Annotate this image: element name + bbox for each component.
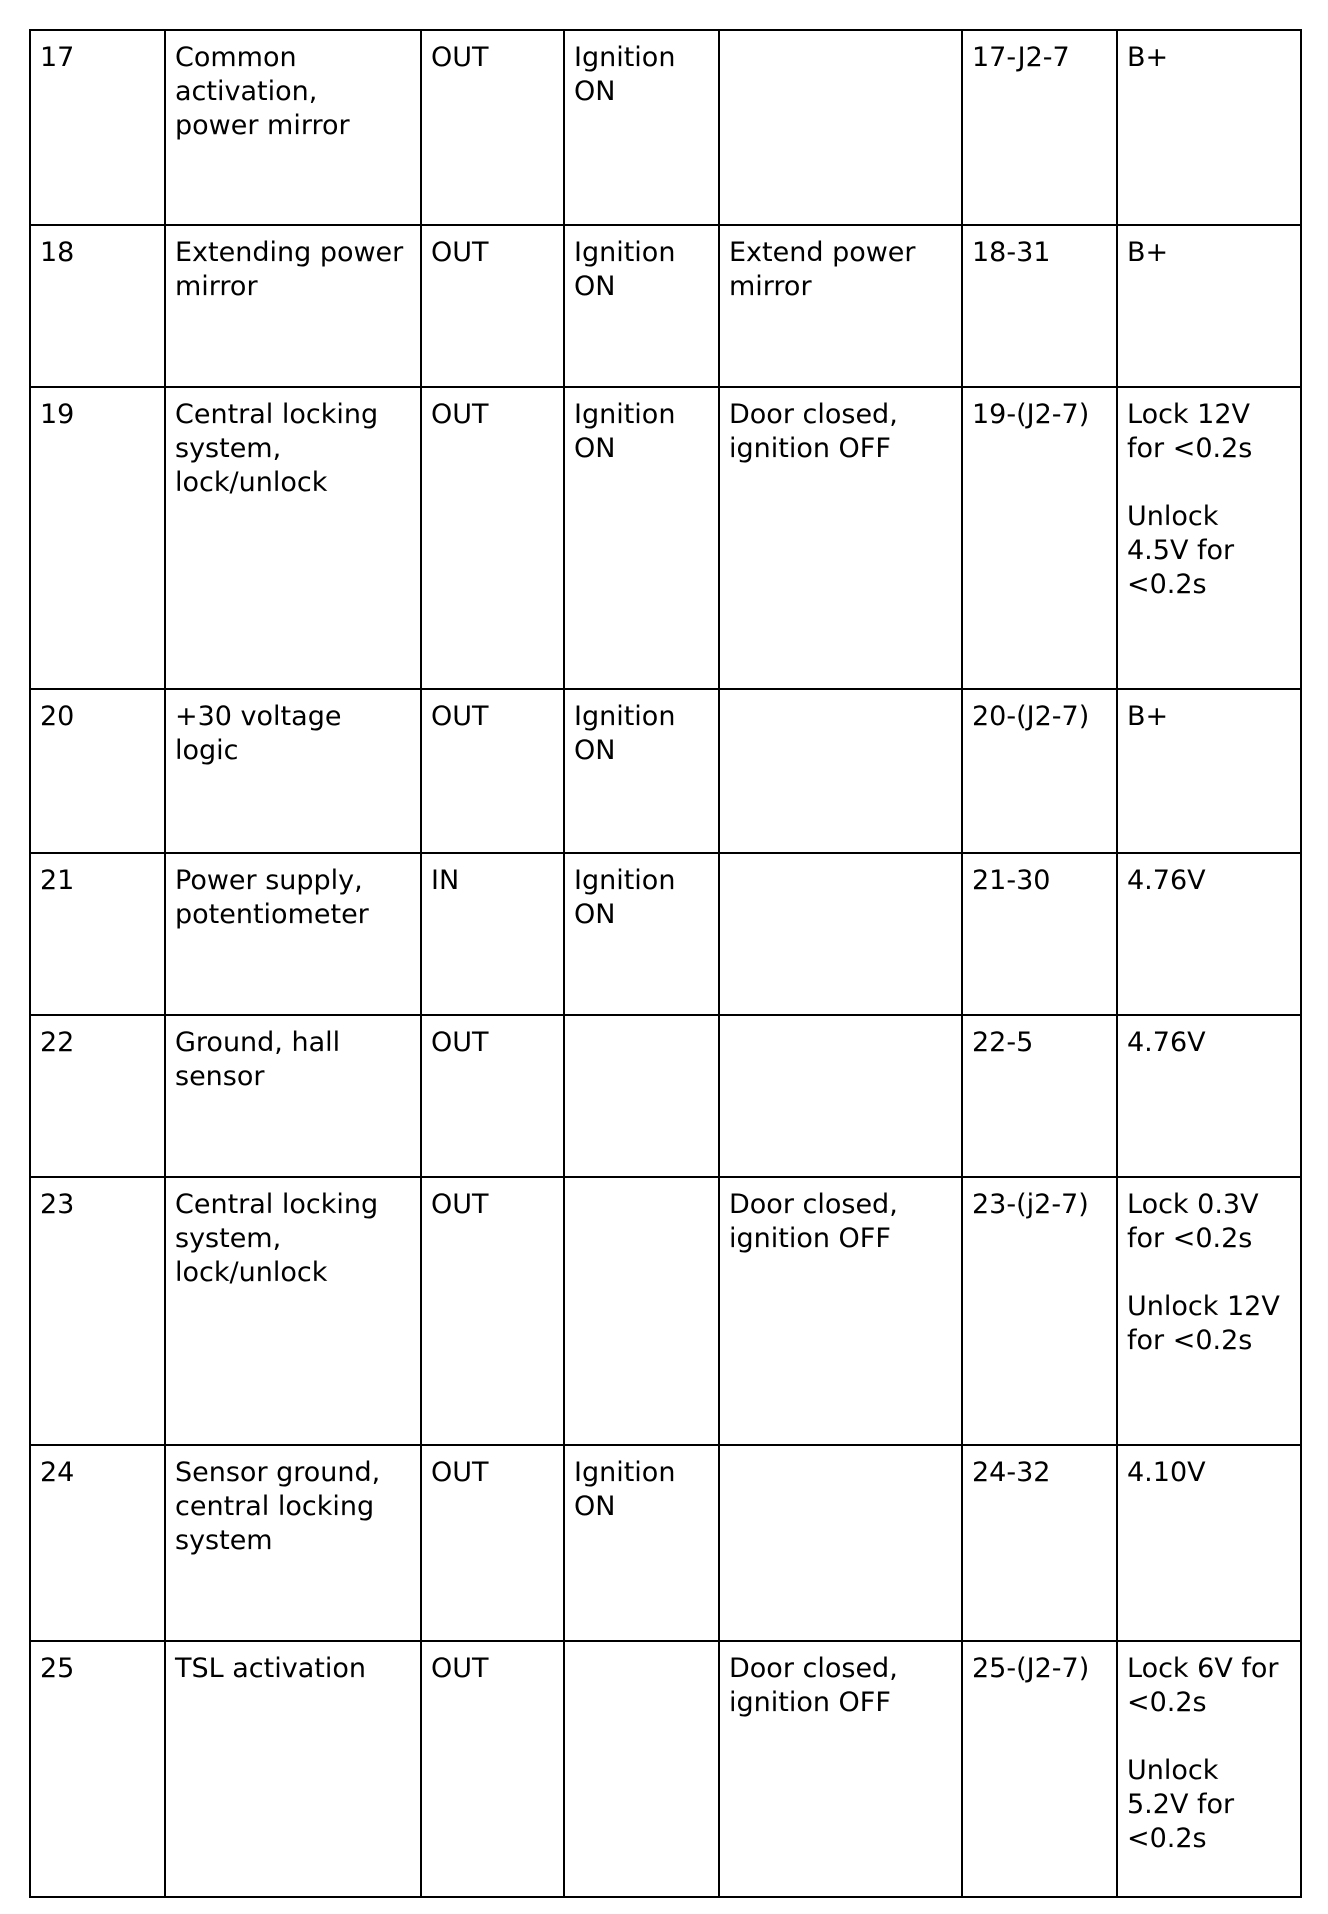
- table-row: [30, 689, 1301, 853]
- table-row: [30, 1445, 1301, 1641]
- cell-text: Ignition: [574, 237, 676, 268]
- cell-condition-2: [719, 1015, 962, 1177]
- cell-text: OUT: [431, 237, 489, 268]
- cell-value: [1117, 1177, 1301, 1445]
- cell-condition-2: [719, 225, 962, 387]
- cell-text: OUT: [431, 42, 489, 73]
- cell-condition-1: [564, 225, 719, 387]
- cell-measure-point: [962, 1015, 1117, 1177]
- cell-description: [165, 1177, 421, 1445]
- cell-pin: [30, 689, 165, 853]
- cell-text: 25-(J2-7): [972, 1653, 1090, 1684]
- cell-text: ignition OFF: [729, 433, 891, 464]
- cell-text: OUT: [431, 1189, 489, 1220]
- cell-paragraph: [1127, 41, 1291, 75]
- cell-direction: [421, 1641, 564, 1897]
- cell-value: [1117, 30, 1301, 225]
- cell-value: [1117, 1445, 1301, 1641]
- cell-direction: [421, 1015, 564, 1177]
- cell-direction: [421, 1445, 564, 1641]
- cell-text: Extend power: [729, 237, 916, 268]
- cell-condition-1: [564, 1641, 719, 1897]
- cell-measure-point: [962, 689, 1117, 853]
- cell-text: +30 voltage: [175, 701, 342, 732]
- cell-description: [165, 1015, 421, 1177]
- cell-text: ON: [574, 271, 616, 302]
- cell-measure-point: [962, 225, 1117, 387]
- cell-condition-1: [564, 1177, 719, 1445]
- cell-text: ignition OFF: [729, 1223, 891, 1254]
- cell-text: Ignition: [574, 399, 676, 430]
- cell-pin: [30, 1177, 165, 1445]
- cell-text: B+: [1127, 701, 1169, 732]
- cell-text: ON: [574, 899, 616, 930]
- cell-description: [165, 225, 421, 387]
- cell-text: 17-J2-7: [972, 42, 1070, 73]
- cell-text: 25: [40, 1653, 75, 1684]
- cell-text: 4.10V: [1127, 1457, 1206, 1488]
- cell-condition-2: [719, 853, 962, 1015]
- cell-text: system: [175, 1525, 273, 1556]
- cell-text: system,: [175, 433, 282, 464]
- cell-measure-point: [962, 387, 1117, 689]
- cell-direction: [421, 853, 564, 1015]
- cell-paragraph: [1127, 500, 1291, 602]
- cell-condition-1: [564, 1445, 719, 1641]
- cell-text: lock/unlock: [175, 1257, 328, 1288]
- cell-condition-2: [719, 1177, 962, 1445]
- cell-text: 4.5V for: [1127, 535, 1235, 566]
- cell-pin: [30, 30, 165, 225]
- cell-description: [165, 1641, 421, 1897]
- cell-text: B+: [1127, 42, 1169, 73]
- cell-text: Ignition: [574, 42, 676, 73]
- cell-text: activation,: [175, 76, 318, 107]
- cell-pin: [30, 1641, 165, 1897]
- cell-description: [165, 853, 421, 1015]
- cell-text: Ignition: [574, 1457, 676, 1488]
- cell-paragraph: [1127, 1290, 1291, 1358]
- cell-text: Lock 0.3V: [1127, 1189, 1259, 1220]
- cell-value: [1117, 387, 1301, 689]
- cell-text: 21-30: [972, 865, 1051, 896]
- cell-text: 4.76V: [1127, 865, 1206, 896]
- cell-text: 17: [40, 42, 75, 73]
- cell-paragraph: [1127, 1652, 1291, 1720]
- cell-paragraph: [1127, 1456, 1291, 1490]
- cell-pin: [30, 853, 165, 1015]
- cell-text: 23: [40, 1189, 75, 1220]
- cell-direction: [421, 225, 564, 387]
- cell-paragraph: [1127, 864, 1291, 898]
- cell-text: mirror: [175, 271, 258, 302]
- cell-text: for <0.2s: [1127, 1223, 1253, 1254]
- table-row: [30, 1015, 1301, 1177]
- cell-text: 19: [40, 399, 75, 430]
- cell-paragraph: [1127, 1188, 1291, 1256]
- cell-text: Power supply,: [175, 865, 363, 896]
- cell-direction: [421, 387, 564, 689]
- cell-text: central locking: [175, 1491, 375, 1522]
- cell-text: Ground, hall: [175, 1027, 341, 1058]
- cell-text: Lock 12V: [1127, 399, 1250, 430]
- cell-text: <0.2s: [1127, 569, 1207, 600]
- cell-condition-1: [564, 853, 719, 1015]
- cell-text: logic: [175, 735, 239, 766]
- cell-description: [165, 30, 421, 225]
- cell-text: mirror: [729, 271, 812, 302]
- cell-text: Sensor ground,: [175, 1457, 381, 1488]
- cell-text: 18: [40, 237, 75, 268]
- cell-direction: [421, 689, 564, 853]
- cell-text: 22-5: [972, 1027, 1034, 1058]
- cell-text: OUT: [431, 1653, 489, 1684]
- cell-text: OUT: [431, 701, 489, 732]
- cell-text: <0.2s: [1127, 1687, 1207, 1718]
- cell-description: [165, 1445, 421, 1641]
- cell-text: Central locking: [175, 1189, 379, 1220]
- cell-text: 20: [40, 701, 75, 732]
- cell-text: Unlock: [1127, 1755, 1219, 1786]
- cell-paragraph: [1127, 1026, 1291, 1060]
- table-row: [30, 30, 1301, 225]
- cell-text: ON: [574, 433, 616, 464]
- cell-text: 22: [40, 1027, 75, 1058]
- cell-text: 23-(j2-7): [972, 1189, 1089, 1220]
- cell-text: Lock 6V for: [1127, 1653, 1279, 1684]
- cell-pin: [30, 387, 165, 689]
- cell-measure-point: [962, 1641, 1117, 1897]
- cell-value: [1117, 853, 1301, 1015]
- cell-text: 4.76V: [1127, 1027, 1206, 1058]
- cell-text: Door closed,: [729, 1189, 898, 1220]
- cell-text: Ignition: [574, 701, 676, 732]
- cell-text: sensor: [175, 1061, 265, 1092]
- cell-direction: [421, 1177, 564, 1445]
- cell-text: 19-(J2-7): [972, 399, 1090, 430]
- pin-table: [29, 29, 1302, 1898]
- cell-pin: [30, 1445, 165, 1641]
- cell-measure-point: [962, 1445, 1117, 1641]
- table-row: [30, 1641, 1301, 1897]
- cell-measure-point: [962, 30, 1117, 225]
- table-row: [30, 853, 1301, 1015]
- cell-text: 5.2V for: [1127, 1789, 1235, 1820]
- cell-text: Door closed,: [729, 399, 898, 430]
- cell-text: 21: [40, 865, 75, 896]
- cell-text: <0.2s: [1127, 1823, 1207, 1854]
- cell-text: Ignition: [574, 865, 676, 896]
- cell-pin: [30, 1015, 165, 1177]
- cell-pin: [30, 225, 165, 387]
- cell-text: OUT: [431, 1457, 489, 1488]
- cell-text: 24: [40, 1457, 75, 1488]
- cell-value: [1117, 1641, 1301, 1897]
- cell-text: TSL activation: [175, 1653, 366, 1684]
- cell-description: [165, 689, 421, 853]
- cell-paragraph: [1127, 1754, 1291, 1856]
- table-row: [30, 225, 1301, 387]
- cell-value: [1117, 1015, 1301, 1177]
- cell-condition-1: [564, 689, 719, 853]
- pin-table-body: [30, 30, 1301, 1897]
- table-row: [30, 1177, 1301, 1445]
- cell-text: system,: [175, 1223, 282, 1254]
- cell-text: Unlock 12V: [1127, 1291, 1280, 1322]
- cell-paragraph: [1127, 398, 1291, 466]
- cell-text: OUT: [431, 1027, 489, 1058]
- cell-paragraph: [1127, 236, 1291, 270]
- cell-text: Door closed,: [729, 1653, 898, 1684]
- cell-text: 20-(J2-7): [972, 701, 1090, 732]
- cell-text: potentiometer: [175, 899, 369, 930]
- cell-text: OUT: [431, 399, 489, 430]
- cell-measure-point: [962, 853, 1117, 1015]
- cell-text: for <0.2s: [1127, 1325, 1253, 1356]
- cell-description: [165, 387, 421, 689]
- cell-condition-2: [719, 1641, 962, 1897]
- cell-text: Common: [175, 42, 297, 73]
- cell-text: B+: [1127, 237, 1169, 268]
- cell-direction: [421, 30, 564, 225]
- cell-condition-2: [719, 387, 962, 689]
- cell-text: Central locking: [175, 399, 379, 430]
- cell-text: lock/unlock: [175, 467, 328, 498]
- cell-text: ON: [574, 76, 616, 107]
- cell-text: 24-32: [972, 1457, 1051, 1488]
- cell-measure-point: [962, 1177, 1117, 1445]
- cell-text: power mirror: [175, 110, 350, 141]
- cell-condition-1: [564, 387, 719, 689]
- cell-text: ignition OFF: [729, 1687, 891, 1718]
- cell-condition-2: [719, 1445, 962, 1641]
- cell-text: Extending power: [175, 237, 404, 268]
- cell-value: [1117, 689, 1301, 853]
- cell-condition-2: [719, 30, 962, 225]
- cell-text: IN: [431, 865, 460, 896]
- cell-value: [1117, 225, 1301, 387]
- cell-text: ON: [574, 735, 616, 766]
- cell-text: ON: [574, 1491, 616, 1522]
- cell-text: Unlock: [1127, 501, 1219, 532]
- cell-condition-2: [719, 689, 962, 853]
- table-row: [30, 387, 1301, 689]
- cell-paragraph: [1127, 700, 1291, 734]
- cell-condition-1: [564, 30, 719, 225]
- cell-text: 18-31: [972, 237, 1051, 268]
- cell-text: for <0.2s: [1127, 433, 1253, 464]
- cell-condition-1: [564, 1015, 719, 1177]
